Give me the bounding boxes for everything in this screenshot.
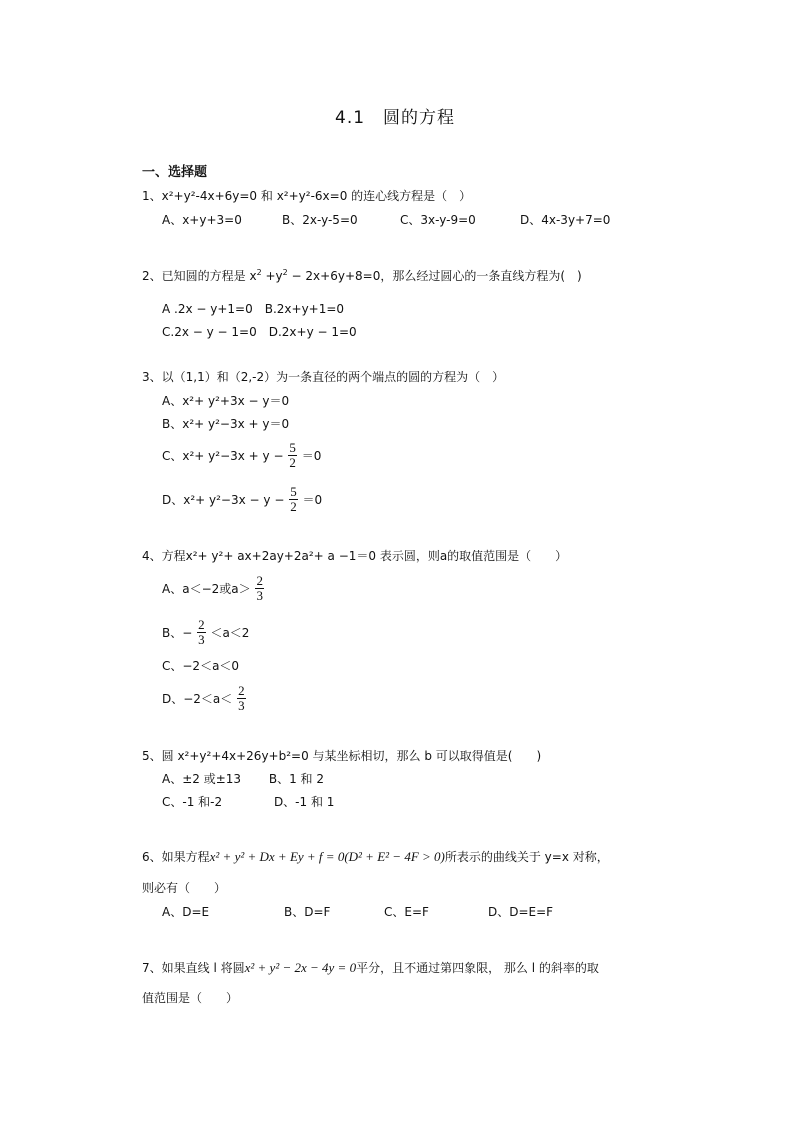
q4-option-a-fraction <box>255 574 264 603</box>
q3-option-b: B、x²+ y²−3x + y＝0 <box>162 417 290 431</box>
q3-option-c-rhs: ＝0 <box>301 448 322 463</box>
q2-options-line-1: A .2x − y+1=0 B.2x+y+1=0 <box>162 302 345 316</box>
q5-stem: 5、圆 x²+y²+4x+26y+b²=0 与某坐标相切，那么 b 可以取得值是( ) <box>142 749 542 763</box>
fraction-denominator: 2 <box>290 499 297 514</box>
fraction-numerator: 2 <box>198 617 205 632</box>
q6-option-a: A、D=E <box>162 905 210 919</box>
q3-option-c-fraction <box>288 441 297 470</box>
q2-stem <box>142 268 582 284</box>
q5-options-line-2: C、-1 和-2 D、-1 和 1 <box>162 795 335 809</box>
q3-option-d-rhs: ＝0 <box>302 492 323 507</box>
q4-option-a-text: A、a＜−2或a＞ <box>162 581 251 596</box>
q4-option-b-text: B、− <box>162 625 193 640</box>
q7-stem-line-2: 值范围是（ ） <box>142 991 239 1005</box>
q6-option-c: C、E=F <box>384 905 429 919</box>
q7-stem-post: 平分，且不通过第四象限， 那么 l 的斜率的取 <box>356 961 599 975</box>
fraction-denominator: 2 <box>289 455 296 470</box>
section-heading: 一、选择题 <box>142 165 208 180</box>
q3-option-d-fraction <box>289 485 298 514</box>
q2-stem-mid1: +y <box>261 269 283 283</box>
q1-option-d: D、4x-3y+7=0 <box>520 213 611 227</box>
q4-option-b-fraction <box>197 618 206 647</box>
q2-exp-1: 2 <box>256 268 262 277</box>
q6-formula: x² + y² + Dx + Ey + f = 0(D² + E² − 4F > 0) <box>209 849 445 864</box>
q4-option-d-fraction <box>237 684 246 713</box>
q4-option-d-text: D、−2＜a＜ <box>162 691 233 706</box>
q4-option-b <box>162 615 249 650</box>
q3-stem: 3、以（1,1）和（2,-2）为一条直径的两个端点的圆的方程为（ ） <box>142 370 505 384</box>
q3-option-a: A、x²+ y²+3x − y＝0 <box>162 394 290 408</box>
fraction-numerator: 2 <box>238 683 245 698</box>
q7-stem <box>142 960 599 976</box>
q3-option-d-text: D、x²+ y²−3x − y − <box>162 492 285 507</box>
q6-stem-post: 所表示的曲线关于 y=x 对称， <box>444 850 609 864</box>
q3-option-c-text: C、x²+ y²−3x + y − <box>162 448 284 463</box>
q6-stem-pre: 6、如果方程 <box>142 850 210 864</box>
fraction-numerator: 5 <box>289 440 296 455</box>
page-title: 4.1 圆的方程 <box>335 108 456 128</box>
q7-stem-pre: 7、如果直线 l 将圆 <box>142 961 245 975</box>
q1-stem: 1、x²+y²-4x+6y=0 和 x²+y²-6x=0 的连心线方程是（ ） <box>142 189 472 203</box>
q4-option-b-rhs: ＜a＜2 <box>210 625 250 640</box>
q2-stem-mid2: − 2x+6y+8=0，那么经过圆心的一条直线方程为( ) <box>287 269 582 283</box>
q4-option-a <box>162 571 265 606</box>
fraction-numerator: 5 <box>290 484 297 499</box>
q5-options-line-1: A、±2 或±13 B、1 和 2 <box>162 772 324 786</box>
fraction-numerator: 2 <box>256 573 263 588</box>
q6-option-d: D、D=E=F <box>488 905 554 919</box>
q6-stem-line-2: 则必有（ ） <box>142 881 227 895</box>
q1-option-c: C、3x-y-9=0 <box>400 213 476 227</box>
q1-option-b: B、2x-y-5=0 <box>282 213 358 227</box>
q3-option-c <box>162 438 321 473</box>
q7-formula: x² + y² − 2x − 4y = 0 <box>244 960 357 975</box>
fraction-denominator: 3 <box>238 698 245 713</box>
q4-option-d <box>162 681 247 716</box>
fraction-denominator: 3 <box>198 632 205 647</box>
q2-options-line-2: C.2x − y − 1=0 D.2x+y − 1=0 <box>162 325 357 339</box>
fraction-denominator: 3 <box>256 588 263 603</box>
q6-stem <box>142 849 609 865</box>
q2-stem-pre: 2、已知圆的方程是 x <box>142 269 257 283</box>
q2-exp-2: 2 <box>282 268 288 277</box>
q4-stem: 4、方程x²+ y²+ ax+2ay+2a²+ a −1＝0 表示圆，则a的取值范围是（ ） <box>142 549 568 563</box>
q4-option-c: C、−2＜a＜0 <box>162 659 240 673</box>
q3-option-d <box>162 482 322 517</box>
q6-option-b: B、D=F <box>284 905 331 919</box>
q1-option-a: A、x+y+3=0 <box>162 213 242 227</box>
